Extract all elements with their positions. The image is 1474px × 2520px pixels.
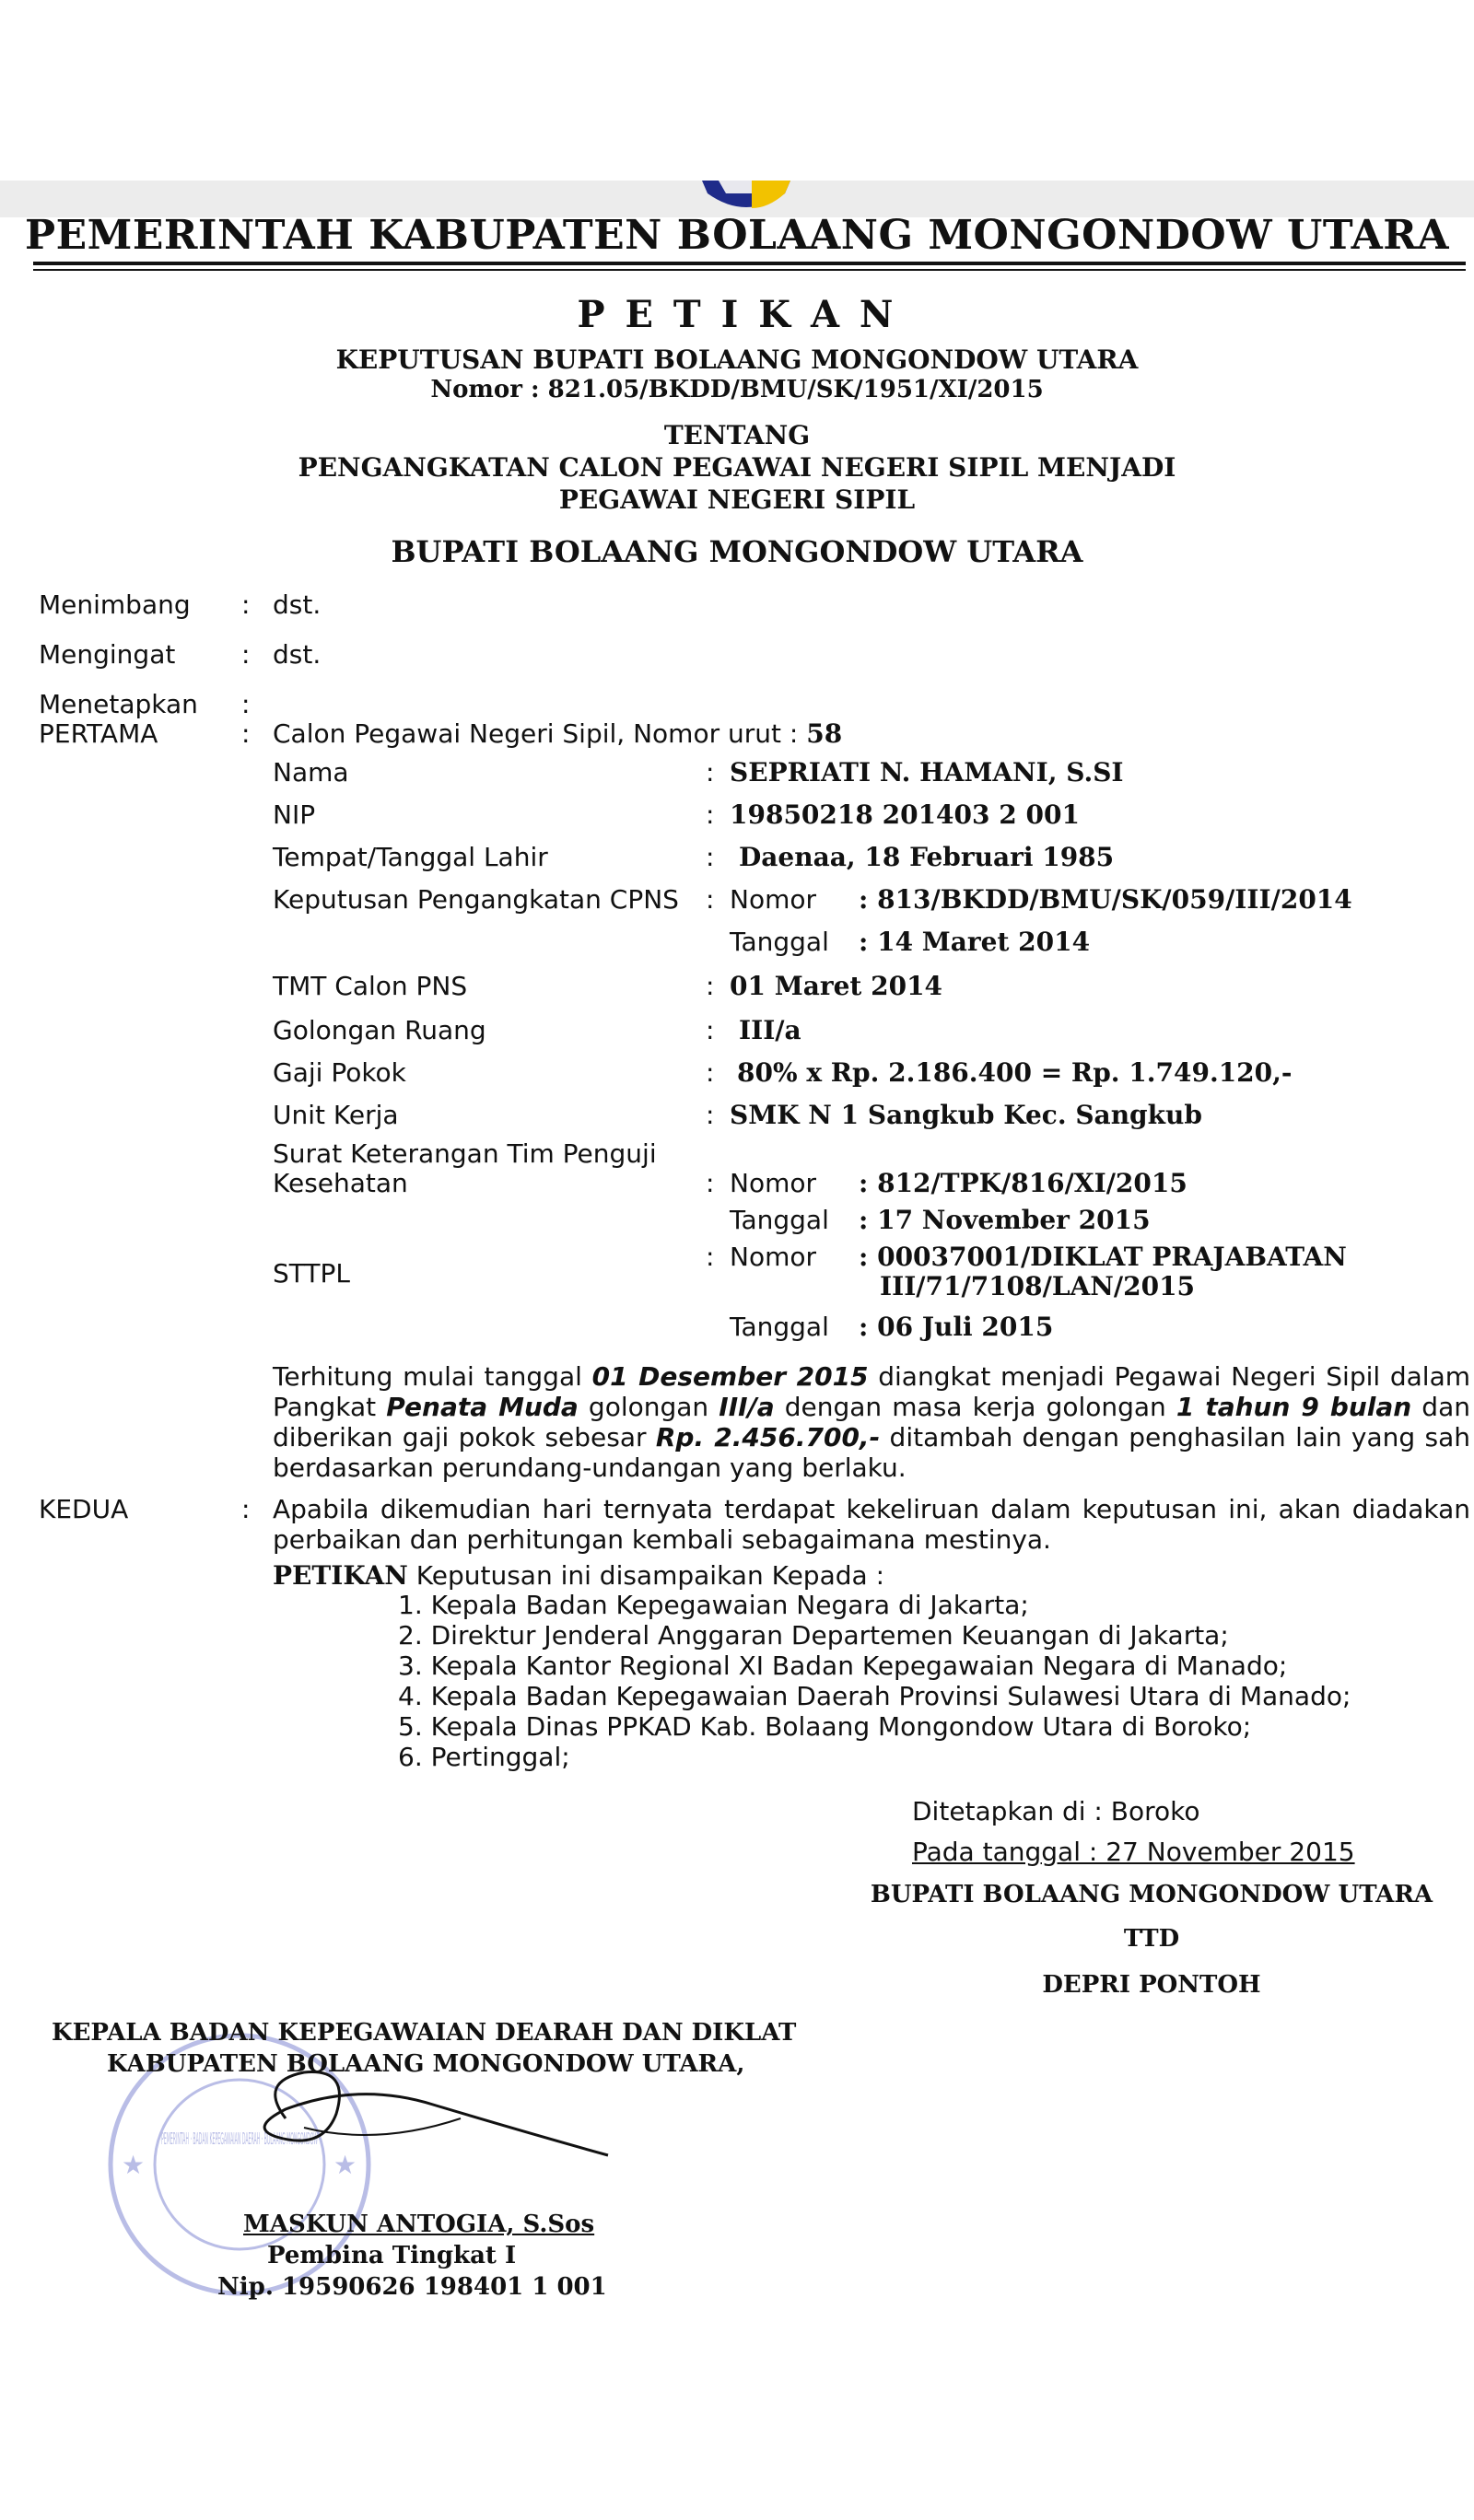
attest-nip: Nip. 19590626 198401 1 001 <box>217 2273 607 2301</box>
attest-rank: Pembina Tingkat I <box>267 2242 517 2269</box>
nama-colon: : <box>706 757 715 788</box>
tmt-colon: : <box>706 971 715 1001</box>
cpns-nomor-value: : 813/BKDD/BMU/SK/059/III/2014 <box>859 884 1352 915</box>
pertama-intro-text: Calon Pegawai Negeri Sipil, Nomor urut : <box>273 718 799 749</box>
unit-value: SMK N 1 Sangkub Kec. Sangkub <box>730 1100 1202 1130</box>
para-salary: Rp. 2.456.700,- <box>655 1422 881 1452</box>
gaji-label: Gaji Pokok <box>273 1057 406 1088</box>
sttpl-colon: : <box>706 1242 715 1272</box>
para-grade: III/a <box>719 1392 775 1422</box>
government-header: PEMERINTAH KABUPATEN BOLAANG MONGONDOW UTARA <box>25 212 1449 259</box>
para-text-e: dan diberikan gaji pokok sebesar <box>273 1392 1470 1452</box>
para-date: 01 Desember 2015 <box>591 1361 869 1392</box>
pertama-label: PERTAMA <box>39 718 158 749</box>
decree-number: Nomor : 821.05/BKDD/BMU/SK/1951/XI/2015 <box>430 376 1044 403</box>
attest-office-2: KABUPATEN BOLAANG MONGONDOW UTARA, <box>107 2050 745 2078</box>
para-text-b: diangkat menjadi Pegawai Negeri Sipil dalam Pangkat <box>273 1361 1471 1422</box>
sttpl-tanggal-value: : 06 Juli 2015 <box>859 1312 1054 1342</box>
sttpl-nomor-value-2: III/71/7108/LAN/2015 <box>880 1271 1196 1301</box>
nama-value: SEPRIATI N. HAMANI, S.SI <box>730 757 1124 788</box>
golongan-label: Golongan Ruang <box>273 1015 486 1045</box>
menimbang-value: dst. <box>273 589 322 620</box>
list-item: 4. Kepala Badan Kepegawaian Daerah Provinsi Sulawesi Utara di Manado; <box>398 1681 1351 1711</box>
ttl-label: Tempat/Tanggal Lahir <box>273 842 548 872</box>
petikan-line <box>273 1560 884 1591</box>
decree-title: KEPUTUSAN BUPATI BOLAANG MONGONDOW UTARA <box>335 344 1139 375</box>
recipient-list <box>398 1590 1351 1772</box>
ttl-value: Daenaa, 18 Februari 1985 <box>739 842 1115 872</box>
attest-name: MASKUN ANTOGIA, S.Sos <box>243 2211 595 2238</box>
kedua-label: KEDUA <box>39 1494 129 1524</box>
tentang-label: TENTANG <box>663 420 811 450</box>
para-rank: Penata Muda <box>386 1392 579 1422</box>
para-text-d: dengan masa kerja golongan <box>774 1392 1176 1422</box>
cpns-tanggal-value: : 14 Maret 2014 <box>859 927 1091 957</box>
para-tenure: 1 tahun 9 bulan <box>1176 1392 1412 1422</box>
pertama-intro <box>273 718 842 749</box>
tmt-label: TMT Calon PNS <box>273 971 468 1001</box>
cpns-tanggal-label: Tanggal <box>730 927 829 957</box>
menimbang-colon: : <box>241 589 251 620</box>
doc-title: P E T I K A N <box>577 293 897 336</box>
nama-label: Nama <box>273 757 349 788</box>
ditetapkan-line: Ditetapkan di : Boroko <box>912 1796 1200 1826</box>
list-item: 5. Kepala Dinas PPKAD Kab. Bolaang Mongondow Utara di Boroko; <box>398 1711 1252 1742</box>
nip-value: 19850218 201403 2 001 <box>730 799 1080 830</box>
golongan-colon: : <box>706 1015 715 1045</box>
unit-colon: : <box>706 1100 715 1130</box>
tmt-value: 01 Maret 2014 <box>730 971 943 1001</box>
svg-text:★: ★ <box>122 2150 146 2180</box>
sktp-nomor-label: Nomor <box>730 1168 816 1198</box>
sttpl-nomor-value-1: : 00037001/DIKLAT PRAJABATAN <box>859 1242 1347 1272</box>
cpns-colon: : <box>706 884 715 915</box>
header-rule-thick <box>33 262 1466 265</box>
petikan-bold: PETIKAN <box>273 1560 408 1591</box>
authority-title: BUPATI BOLAANG MONGONDOW UTARA <box>391 534 1083 569</box>
list-item: 6. Pertinggal; <box>398 1742 570 1772</box>
cpns-nomor-label: Nomor <box>730 884 816 915</box>
stamp-text: PEMERINTAH · BADAN KEPEGAWAIAN DAERAH · BOLAANG MONGONDOW <box>161 2129 319 2149</box>
gaji-colon: : <box>706 1057 715 1088</box>
menetapkan-label: Menetapkan <box>39 689 198 719</box>
sktp-label-2: Kesehatan <box>273 1168 408 1198</box>
sttpl-label: STTPL <box>273 1258 350 1289</box>
sktp-nomor-value: : 812/TPK/816/XI/2015 <box>859 1168 1187 1198</box>
sktp-colon: : <box>706 1168 715 1198</box>
pada-tanggal-line: Pada tanggal : 27 November 2015 <box>912 1837 1355 1867</box>
signature-name: DEPRI PONTOH <box>1042 1971 1261 1999</box>
attest-office-1: KEPALA BADAN KEPEGAWAIAN DEARAH DAN DIKLAT <box>52 2019 797 2047</box>
para-text-f: ditambah dengan penghasilan lain yang sah berdasarkan perundang-undangan yang berlaku. <box>273 1422 1470 1483</box>
pertama-intro-number: 58 <box>806 718 843 749</box>
petikan-rest: Keputusan ini disampaikan Kepada : <box>407 1560 884 1591</box>
nip-label: NIP <box>273 799 316 830</box>
nip-colon: : <box>706 799 715 830</box>
cpns-label: Keputusan Pengangkatan CPNS <box>273 884 679 915</box>
menimbang-label: Menimbang <box>39 589 191 620</box>
kedua-text: Apabila dikemudian hari ternyata terdapat kekeliruan dalam keputusan ini, akan diadakan perbaikan dan perhitungan kembali sebagaimana mestinya. <box>273 1494 1470 1555</box>
list-item: 3. Kepala Kantor Regional XI Badan Kepegawaian Negara di Manado; <box>398 1651 1288 1681</box>
golongan-value: III/a <box>739 1015 801 1045</box>
kedua-colon: : <box>241 1494 251 1524</box>
mengingat-colon: : <box>241 639 251 670</box>
handwritten-signature <box>249 2063 617 2174</box>
gaji-value: 80% x Rp. 2.186.400 = Rp. 1.749.120,- <box>737 1057 1293 1088</box>
subject-line-2: PEGAWAI NEGERI SIPIL <box>558 484 916 515</box>
para-text-c: golongan <box>578 1392 719 1422</box>
svg-text:★: ★ <box>333 2150 357 2180</box>
list-item: 2. Direktur Jenderal Anggaran Departemen Keuangan di Jakarta; <box>398 1620 1229 1651</box>
menetapkan-colon: : <box>241 689 251 719</box>
subject-line-1: PENGANGKATAN CALON PEGAWAI NEGERI SIPIL MENJADI <box>298 452 1176 483</box>
sttpl-nomor-label: Nomor <box>730 1242 816 1272</box>
signature-ttd: TTD <box>1123 1925 1180 1953</box>
appointment-paragraph <box>273 1361 1470 1483</box>
signature-office: BUPATI BOLAANG MONGONDOW UTARA <box>870 1881 1433 1908</box>
sttpl-tanggal-label: Tanggal <box>730 1312 829 1342</box>
unit-label: Unit Kerja <box>273 1100 399 1130</box>
sktp-tanggal-value: : 17 November 2015 <box>859 1205 1151 1235</box>
sktp-tanggal-label: Tanggal <box>730 1205 829 1235</box>
list-item: 1. Kepala Badan Kepegawaian Negara di Jakarta; <box>398 1590 1029 1620</box>
header-rule-thin <box>33 269 1466 271</box>
pertama-colon: : <box>241 718 251 749</box>
ttl-colon: : <box>706 842 715 872</box>
mengingat-label: Mengingat <box>39 639 176 670</box>
mengingat-value: dst. <box>273 639 322 670</box>
sktp-label-1: Surat Keterangan Tim Penguji <box>273 1138 657 1169</box>
para-text-a: Terhitung mulai tanggal <box>273 1361 592 1392</box>
